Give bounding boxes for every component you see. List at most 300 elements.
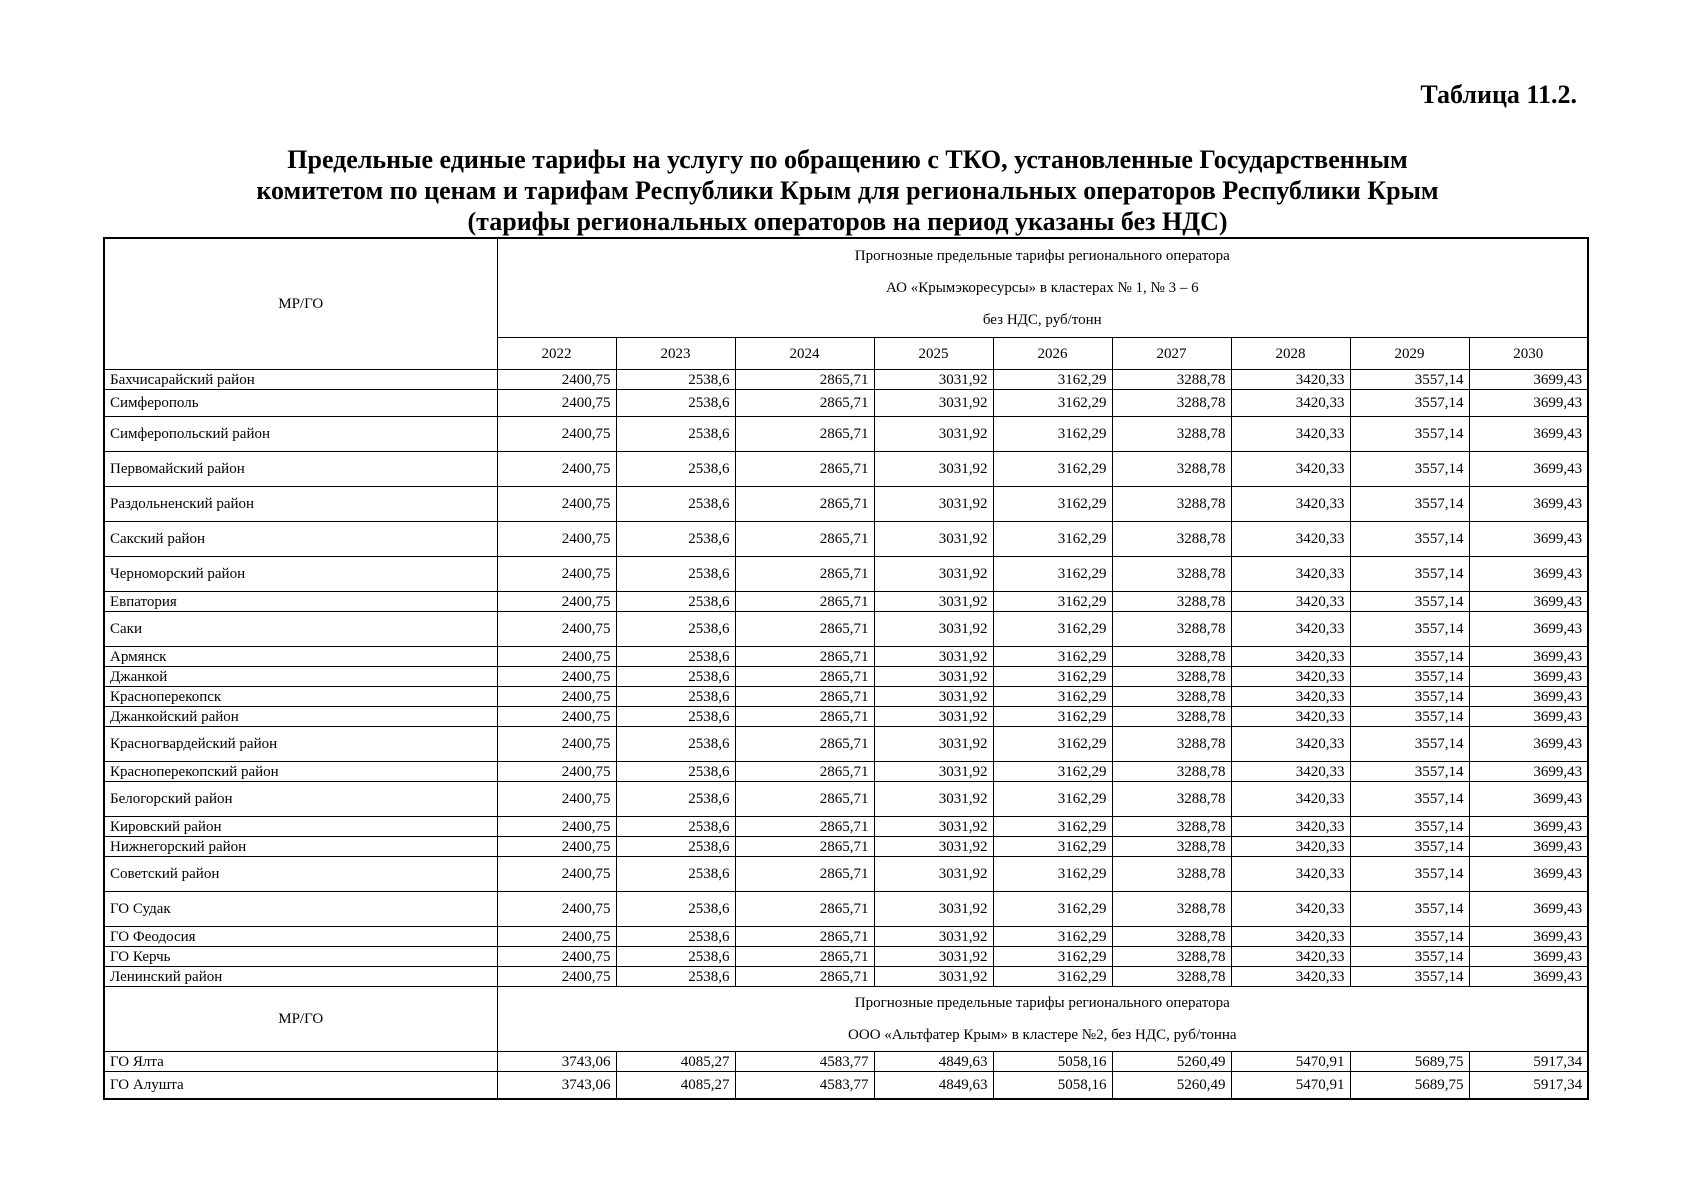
table-row	[104, 417, 1588, 452]
tariff-value: 3557,14	[1350, 592, 1469, 612]
tariff-value: 2400,75	[497, 892, 616, 927]
tariff-value: 2865,71	[735, 892, 874, 927]
table-row	[104, 522, 1588, 557]
tariff-value: 3162,29	[993, 782, 1112, 817]
tariff-value: 3162,29	[993, 857, 1112, 892]
tariff-value: 2400,75	[497, 782, 616, 817]
tariff-value: 2865,71	[735, 370, 874, 390]
section1-caption	[497, 238, 1588, 338]
tariff-value: 3699,43	[1469, 667, 1588, 687]
tariff-value: 3031,92	[874, 782, 993, 817]
tariff-value: 3162,29	[993, 522, 1112, 557]
row-name: Ленинский район	[104, 967, 497, 987]
tariff-value: 3031,92	[874, 452, 993, 487]
caption-line: Прогнозные предельные тарифы регионального оператора	[854, 248, 1230, 265]
section2-caption-row	[104, 987, 1588, 1052]
tariff-value: 3162,29	[993, 947, 1112, 967]
tariff-value: 2400,75	[497, 927, 616, 947]
tariff-value: 2538,6	[616, 390, 735, 417]
tariff-value: 3699,43	[1469, 557, 1588, 592]
tariff-value: 3288,78	[1112, 522, 1231, 557]
row-name: Армянск	[104, 647, 497, 667]
tariff-value: 3699,43	[1469, 947, 1588, 967]
row-name: Первомайский район	[104, 452, 497, 487]
tariff-value: 3420,33	[1231, 927, 1350, 947]
section1-caption-row	[104, 238, 1588, 338]
tariff-value: 3699,43	[1469, 762, 1588, 782]
tariff-value: 2538,6	[616, 557, 735, 592]
table-row	[104, 487, 1588, 522]
tariff-value: 4085,27	[616, 1072, 735, 1100]
tariff-value: 2538,6	[616, 707, 735, 727]
tariff-value: 3557,14	[1350, 522, 1469, 557]
tariff-value: 3420,33	[1231, 557, 1350, 592]
tariff-value: 3557,14	[1350, 857, 1469, 892]
tariff-value: 3288,78	[1112, 417, 1231, 452]
row-name: Белогорский район	[104, 782, 497, 817]
tariff-value: 2538,6	[616, 857, 735, 892]
tariff-value: 2538,6	[616, 522, 735, 557]
row-name: Черноморский район	[104, 557, 497, 592]
tariff-value: 2865,71	[735, 592, 874, 612]
tariff-value: 3288,78	[1112, 452, 1231, 487]
tariff-value: 3699,43	[1469, 370, 1588, 390]
tariff-value: 3420,33	[1231, 592, 1350, 612]
tariff-value: 5260,49	[1112, 1052, 1231, 1072]
tariff-value: 3420,33	[1231, 612, 1350, 647]
table-row	[104, 452, 1588, 487]
tariff-value: 2400,75	[497, 667, 616, 687]
tariff-value: 2538,6	[616, 487, 735, 522]
tariff-value: 3699,43	[1469, 452, 1588, 487]
row-name: Джанкой	[104, 667, 497, 687]
year-header-2025: 2025	[874, 338, 993, 370]
tariff-value: 3288,78	[1112, 762, 1231, 782]
tariff-value: 2400,75	[497, 487, 616, 522]
tariff-value: 3557,14	[1350, 782, 1469, 817]
tariff-value: 5058,16	[993, 1052, 1112, 1072]
tariff-value: 3557,14	[1350, 762, 1469, 782]
section1-col-label: МР/ГО	[104, 238, 497, 370]
tariff-value: 2865,71	[735, 390, 874, 417]
tariff-value: 2400,75	[497, 612, 616, 647]
tariff-value: 3031,92	[874, 927, 993, 947]
row-name: ГО Ялта	[104, 1052, 497, 1072]
tariff-value: 3420,33	[1231, 727, 1350, 762]
tariff-value: 3031,92	[874, 727, 993, 762]
tariff-value: 2865,71	[735, 782, 874, 817]
tariff-value: 3031,92	[874, 707, 993, 727]
tariff-value: 4849,63	[874, 1052, 993, 1072]
tariff-value: 3031,92	[874, 612, 993, 647]
tariff-value: 3162,29	[993, 612, 1112, 647]
tariff-value: 3162,29	[993, 452, 1112, 487]
tariff-value: 3420,33	[1231, 647, 1350, 667]
tariff-value: 3288,78	[1112, 782, 1231, 817]
tariff-value: 3162,29	[993, 727, 1112, 762]
tariff-value: 3031,92	[874, 390, 993, 417]
tariff-value: 5470,91	[1231, 1072, 1350, 1100]
section2-col-label: МР/ГО	[104, 987, 497, 1052]
tariff-value: 3031,92	[874, 817, 993, 837]
tariff-value: 2865,71	[735, 687, 874, 707]
tariff-value: 3031,92	[874, 370, 993, 390]
tariff-value: 2865,71	[735, 947, 874, 967]
table-row	[104, 837, 1588, 857]
tariff-value: 3699,43	[1469, 857, 1588, 892]
tariff-value: 5689,75	[1350, 1052, 1469, 1072]
tariff-value: 3699,43	[1469, 612, 1588, 647]
tariff-value: 3557,14	[1350, 417, 1469, 452]
tariff-value: 2538,6	[616, 782, 735, 817]
title-line: (тарифы региональных операторов на период указаны без НДС)	[467, 207, 1228, 236]
tariff-value: 2538,6	[616, 967, 735, 987]
tariff-value: 2538,6	[616, 762, 735, 782]
tariff-value: 2865,71	[735, 647, 874, 667]
tariff-value: 5260,49	[1112, 1072, 1231, 1100]
row-name: Сакский район	[104, 522, 497, 557]
tariff-value: 3420,33	[1231, 370, 1350, 390]
row-name: Бахчисарайский район	[104, 370, 497, 390]
tariff-value: 5917,34	[1469, 1072, 1588, 1100]
row-name: Советский район	[104, 857, 497, 892]
table-row	[104, 1052, 1588, 1072]
table-row	[104, 857, 1588, 892]
tariff-value: 3162,29	[993, 837, 1112, 857]
tariff-value: 3288,78	[1112, 370, 1231, 390]
row-name: Красногвардейский район	[104, 727, 497, 762]
tariff-value: 3288,78	[1112, 837, 1231, 857]
tariff-value: 3420,33	[1231, 452, 1350, 487]
year-header-2027: 2027	[1112, 338, 1231, 370]
tariff-value: 2538,6	[616, 927, 735, 947]
tariff-value: 3557,14	[1350, 557, 1469, 592]
tariff-value: 3420,33	[1231, 487, 1350, 522]
row-name: Красноперекопский район	[104, 762, 497, 782]
tariff-value: 3557,14	[1350, 647, 1469, 667]
table-row	[104, 1072, 1588, 1100]
tariff-value: 3031,92	[874, 417, 993, 452]
tariff-value: 3288,78	[1112, 857, 1231, 892]
tariff-value: 2400,75	[497, 967, 616, 987]
row-name: ГО Керчь	[104, 947, 497, 967]
tariff-value: 3031,92	[874, 487, 993, 522]
row-name: Симферопольский район	[104, 417, 497, 452]
tariff-value: 3288,78	[1112, 947, 1231, 967]
tariff-value: 3557,14	[1350, 487, 1469, 522]
tariff-value: 3699,43	[1469, 817, 1588, 837]
tariff-value: 2538,6	[616, 612, 735, 647]
table-number-label: Таблица 11.2.	[1420, 80, 1577, 109]
tariff-value: 3699,43	[1469, 522, 1588, 557]
year-header-2026: 2026	[993, 338, 1112, 370]
tariff-value: 2538,6	[616, 947, 735, 967]
tariff-value: 2865,71	[735, 967, 874, 987]
tariff-value: 2865,71	[735, 487, 874, 522]
tariff-value: 2865,71	[735, 837, 874, 857]
year-header-2030: 2030	[1469, 338, 1588, 370]
tariff-value: 3162,29	[993, 370, 1112, 390]
table-row	[104, 782, 1588, 817]
table-row	[104, 927, 1588, 947]
tariff-value: 3162,29	[993, 762, 1112, 782]
tariff-value: 2400,75	[497, 557, 616, 592]
tariff-value: 3162,29	[993, 647, 1112, 667]
table-row	[104, 817, 1588, 837]
tariff-value: 3420,33	[1231, 782, 1350, 817]
tariff-value: 2538,6	[616, 667, 735, 687]
row-name: ГО Феодосия	[104, 927, 497, 947]
tariff-value: 4849,63	[874, 1072, 993, 1100]
tariff-value: 3162,29	[993, 417, 1112, 452]
tariff-value: 3031,92	[874, 687, 993, 707]
table-row	[104, 370, 1588, 390]
tariff-value: 3420,33	[1231, 522, 1350, 557]
row-name: Саки	[104, 612, 497, 647]
table-row	[104, 557, 1588, 592]
tariff-value: 3420,33	[1231, 667, 1350, 687]
tariff-value: 3743,06	[497, 1072, 616, 1100]
row-name: ГО Алушта	[104, 1072, 497, 1100]
tariff-value: 2400,75	[497, 417, 616, 452]
tariff-value: 3420,33	[1231, 947, 1350, 967]
tariff-value: 2400,75	[497, 452, 616, 487]
tariff-value: 3031,92	[874, 947, 993, 967]
tariff-value: 3031,92	[874, 837, 993, 857]
tariff-value: 3557,14	[1350, 892, 1469, 927]
tariff-value: 3699,43	[1469, 417, 1588, 452]
tariff-value: 3557,14	[1350, 927, 1469, 947]
tariff-value: 3288,78	[1112, 557, 1231, 592]
tariff-value: 3699,43	[1469, 647, 1588, 667]
tariff-value: 3031,92	[874, 667, 993, 687]
tariff-value: 3699,43	[1469, 592, 1588, 612]
tariff-value: 3031,92	[874, 557, 993, 592]
row-name: ГО Судак	[104, 892, 497, 927]
tariff-value: 5058,16	[993, 1072, 1112, 1100]
table-row	[104, 612, 1588, 647]
tariff-value: 3288,78	[1112, 727, 1231, 762]
tariff-value: 3162,29	[993, 487, 1112, 522]
tariff-value: 2400,75	[497, 592, 616, 612]
tariff-value: 2400,75	[497, 687, 616, 707]
tariff-value: 3557,14	[1350, 612, 1469, 647]
row-name: Джанкойский район	[104, 707, 497, 727]
table-row	[104, 892, 1588, 927]
tariff-value: 2865,71	[735, 727, 874, 762]
tariff-value: 3162,29	[993, 557, 1112, 592]
tariff-value: 2865,71	[735, 857, 874, 892]
tariff-value: 3288,78	[1112, 667, 1231, 687]
row-name: Кировский район	[104, 817, 497, 837]
tariff-value: 2538,6	[616, 687, 735, 707]
table-row	[104, 967, 1588, 987]
tariff-value: 2865,71	[735, 612, 874, 647]
row-name: Симферополь	[104, 390, 497, 417]
tariff-value: 3699,43	[1469, 687, 1588, 707]
table-row	[104, 687, 1588, 707]
tariff-table-body	[104, 238, 1588, 1099]
tariff-value: 3557,14	[1350, 452, 1469, 487]
tariff-value: 2538,6	[616, 452, 735, 487]
tariff-value: 3288,78	[1112, 612, 1231, 647]
tariff-value: 3557,14	[1350, 947, 1469, 967]
tariff-value: 3162,29	[993, 927, 1112, 947]
tariff-value: 4085,27	[616, 1052, 735, 1072]
row-name: Нижнегорский район	[104, 837, 497, 857]
tariff-value: 3031,92	[874, 647, 993, 667]
table-row	[104, 390, 1588, 417]
year-header-2024: 2024	[735, 338, 874, 370]
tariff-value: 3031,92	[874, 967, 993, 987]
tariff-value: 3162,29	[993, 687, 1112, 707]
tariff-value: 3420,33	[1231, 892, 1350, 927]
tariff-value: 3420,33	[1231, 762, 1350, 782]
tariff-value: 2400,75	[497, 390, 616, 417]
tariff-value: 3557,14	[1350, 370, 1469, 390]
row-name: Красноперекопск	[104, 687, 497, 707]
table-row	[104, 947, 1588, 967]
tariff-value: 3288,78	[1112, 817, 1231, 837]
tariff-value: 3162,29	[993, 707, 1112, 727]
tariff-value: 3557,14	[1350, 667, 1469, 687]
year-header-2029: 2029	[1350, 338, 1469, 370]
tariff-value: 3699,43	[1469, 707, 1588, 727]
caption-line: ООО «Альтфатер Крым» в кластере №2, без НДС, руб/тонна	[848, 1027, 1237, 1043]
tariff-value: 3031,92	[874, 857, 993, 892]
tariff-value: 3288,78	[1112, 390, 1231, 417]
tariff-value: 2865,71	[735, 762, 874, 782]
caption-line: АО «Крымэкоресурсы» в кластерах № 1, № 3 – 6	[886, 280, 1199, 297]
table-row	[104, 727, 1588, 762]
tariff-value: 2865,71	[735, 417, 874, 452]
tariff-value: 2865,71	[735, 667, 874, 687]
tariff-value: 2865,71	[735, 707, 874, 727]
tariff-value: 2538,6	[616, 892, 735, 927]
tariff-value: 3699,43	[1469, 967, 1588, 987]
tariff-value: 3288,78	[1112, 592, 1231, 612]
year-header-2023: 2023	[616, 338, 735, 370]
tariff-value: 3288,78	[1112, 487, 1231, 522]
tariff-value: 2865,71	[735, 452, 874, 487]
tariff-value: 3288,78	[1112, 647, 1231, 667]
tariff-value: 3699,43	[1469, 837, 1588, 857]
tariff-value: 3162,29	[993, 967, 1112, 987]
year-header-2028: 2028	[1231, 338, 1350, 370]
table-row	[104, 707, 1588, 727]
tariff-value: 5917,34	[1469, 1052, 1588, 1072]
title-line: Предельные единые тарифы на услугу по обращению с ТКО, установленные Государственным	[287, 145, 1408, 174]
tariff-value: 3288,78	[1112, 927, 1231, 947]
tariff-value: 2538,6	[616, 592, 735, 612]
tariff-value: 3288,78	[1112, 687, 1231, 707]
tariff-value: 2538,6	[616, 817, 735, 837]
tariff-value: 4583,77	[735, 1052, 874, 1072]
tariff-value: 3420,33	[1231, 687, 1350, 707]
tariff-value: 3557,14	[1350, 837, 1469, 857]
caption-line: без НДС, руб/тонн	[982, 312, 1102, 329]
tariff-value: 4583,77	[735, 1072, 874, 1100]
tariff-value: 2400,75	[497, 647, 616, 667]
tariff-value: 2400,75	[497, 370, 616, 390]
tariff-value: 3162,29	[993, 667, 1112, 687]
tariff-value: 2400,75	[497, 727, 616, 762]
table-row	[104, 667, 1588, 687]
tariff-value: 3699,43	[1469, 487, 1588, 522]
tariff-value: 3557,14	[1350, 967, 1469, 987]
table-row	[104, 592, 1588, 612]
tariff-value: 3031,92	[874, 762, 993, 782]
tariff-value: 3288,78	[1112, 892, 1231, 927]
tariff-value: 2400,75	[497, 707, 616, 727]
tariff-value: 3031,92	[874, 522, 993, 557]
tariff-value: 2400,75	[497, 857, 616, 892]
tariff-value: 3162,29	[993, 390, 1112, 417]
tariff-value: 3031,92	[874, 592, 993, 612]
tariff-value: 5470,91	[1231, 1052, 1350, 1072]
tariff-value: 5689,75	[1350, 1072, 1469, 1100]
tariff-value: 3420,33	[1231, 967, 1350, 987]
tariff-value: 2400,75	[497, 947, 616, 967]
tariff-value: 3557,14	[1350, 390, 1469, 417]
tariff-value: 3420,33	[1231, 837, 1350, 857]
tariff-table	[103, 237, 1589, 1100]
title-line: комитетом по ценам и тарифам Республики Крым для региональных операторов Республики Крым	[256, 176, 1439, 205]
tariff-value: 2538,6	[616, 727, 735, 762]
tariff-value: 3420,33	[1231, 817, 1350, 837]
row-name: Раздольненский район	[104, 487, 497, 522]
tariff-value: 3420,33	[1231, 390, 1350, 417]
tariff-value: 3557,14	[1350, 727, 1469, 762]
tariff-value: 2865,71	[735, 522, 874, 557]
tariff-value: 3162,29	[993, 892, 1112, 927]
tariff-value: 3557,14	[1350, 817, 1469, 837]
tariff-value: 2865,71	[735, 927, 874, 947]
tariff-value: 3699,43	[1469, 892, 1588, 927]
tariff-value: 2400,75	[497, 522, 616, 557]
tariff-value: 3699,43	[1469, 927, 1588, 947]
tariff-value: 3288,78	[1112, 967, 1231, 987]
row-name: Евпатория	[104, 592, 497, 612]
tariff-value: 2865,71	[735, 817, 874, 837]
tariff-value: 3162,29	[993, 592, 1112, 612]
table-row	[104, 647, 1588, 667]
tariff-value: 2400,75	[497, 837, 616, 857]
tariff-value: 2538,6	[616, 647, 735, 667]
tariff-value: 3699,43	[1469, 390, 1588, 417]
tariff-value: 3743,06	[497, 1052, 616, 1072]
tariff-value: 3699,43	[1469, 782, 1588, 817]
tariff-value: 3699,43	[1469, 727, 1588, 762]
tariff-value: 3420,33	[1231, 707, 1350, 727]
section2-caption	[497, 987, 1588, 1052]
tariff-value: 2538,6	[616, 370, 735, 390]
year-header-2022: 2022	[497, 338, 616, 370]
tariff-value: 2538,6	[616, 417, 735, 452]
table-row	[104, 762, 1588, 782]
caption-line: Прогнозные предельные тарифы регионального оператора	[854, 995, 1230, 1011]
tariff-value: 2865,71	[735, 557, 874, 592]
tariff-value: 3557,14	[1350, 707, 1469, 727]
tariff-value: 2400,75	[497, 817, 616, 837]
tariff-value: 3557,14	[1350, 687, 1469, 707]
tariff-value: 2400,75	[497, 762, 616, 782]
tariff-value: 2538,6	[616, 837, 735, 857]
tariff-value: 3162,29	[993, 817, 1112, 837]
tariff-value: 3288,78	[1112, 707, 1231, 727]
document-title	[120, 144, 1575, 237]
tariff-value: 3420,33	[1231, 857, 1350, 892]
